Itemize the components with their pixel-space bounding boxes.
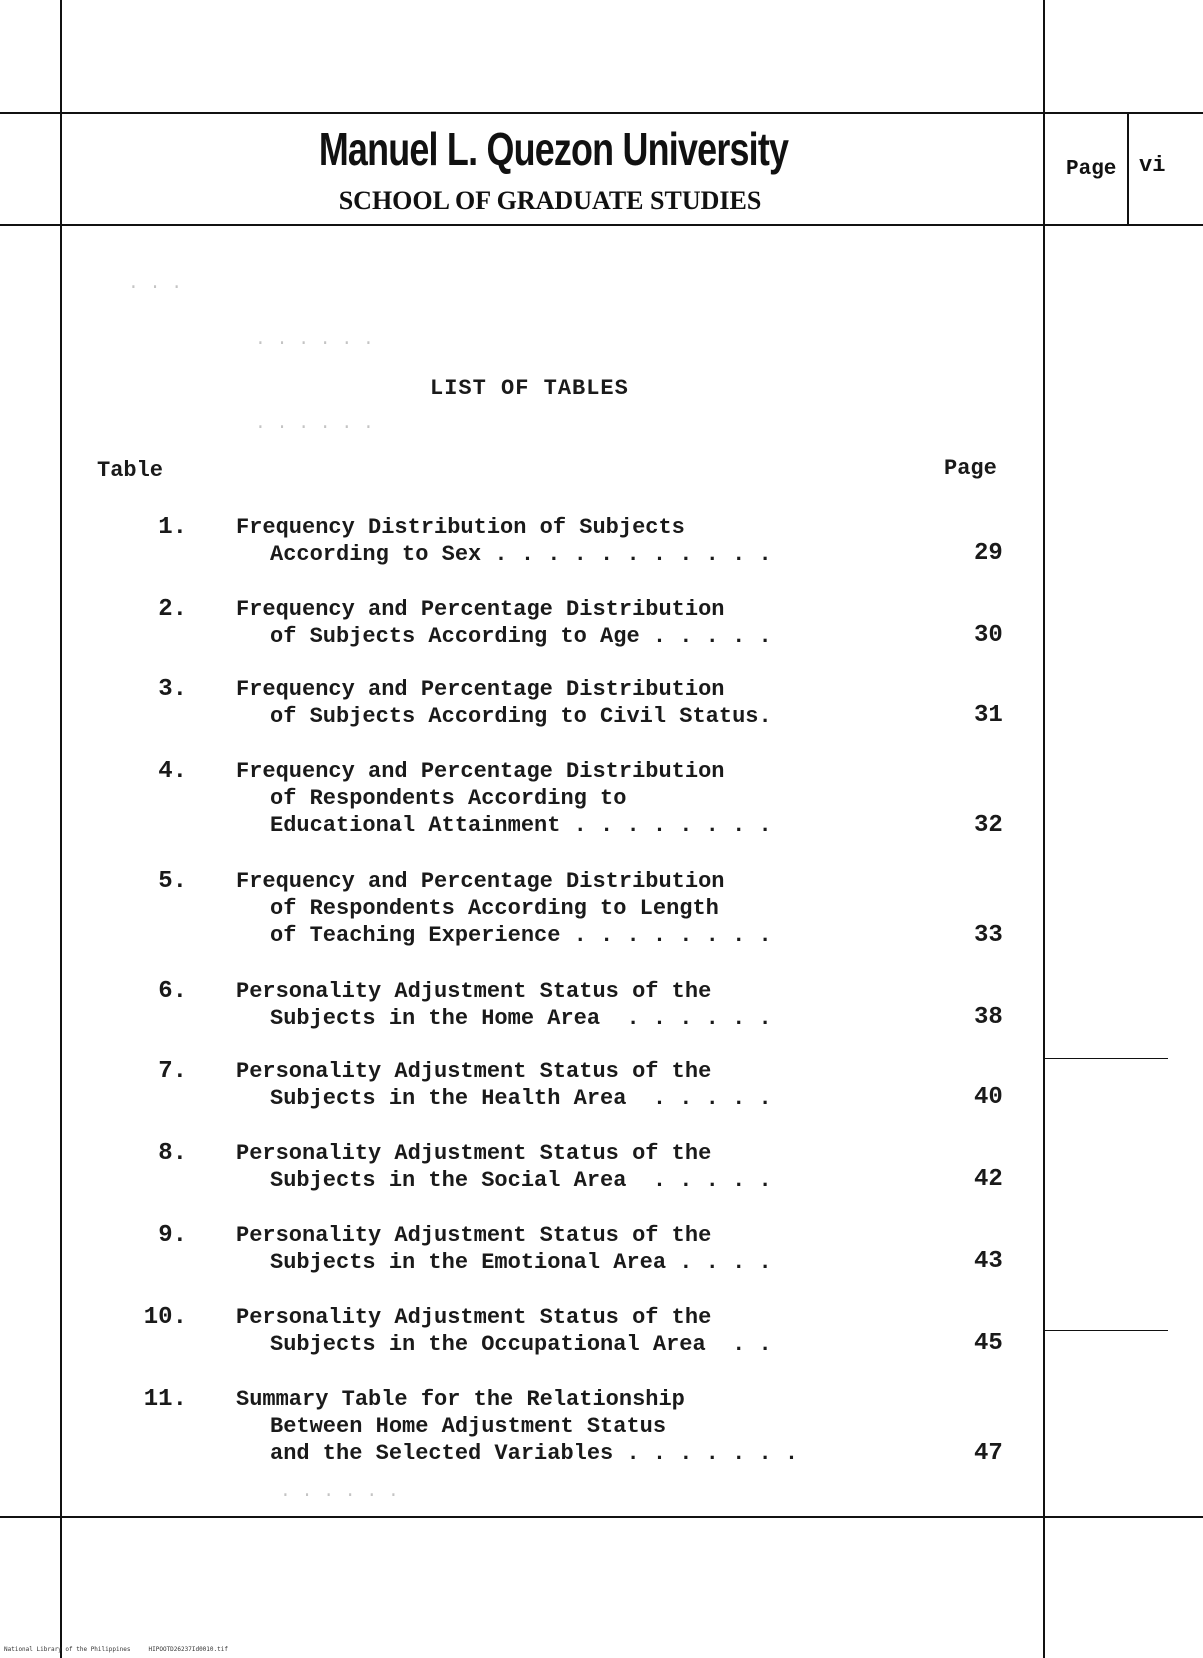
page-number: 33 [974, 922, 1003, 949]
column-header-table: Table [97, 458, 164, 483]
caption-line: Frequency and Percentage Distribution [236, 759, 725, 784]
caption-line: Personality Adjustment Status of the [236, 1059, 712, 1084]
table-number: 1. [158, 514, 187, 541]
caption-line: Summary Table for the Relationship [236, 1387, 685, 1412]
pagebox-number: vi [1139, 153, 1166, 178]
caption-line: Subjects in the Home Area . . . . . . [270, 1006, 772, 1031]
university-name: Manuel L. Quezon University [318, 123, 789, 175]
table-caption [236, 1222, 916, 1276]
caption-line: of Respondents According to Length [270, 896, 719, 921]
table-caption [236, 1058, 916, 1112]
page-number: 42 [974, 1166, 1003, 1193]
caption-line: and the Selected Variables . . . . . . . [270, 1441, 799, 1466]
page-number: 47 [974, 1440, 1003, 1467]
caption-line: According to Sex . . . . . . . . . . . [270, 542, 772, 567]
caption-line: Frequency and Percentage Distribution [236, 677, 725, 702]
bleed-through-mark: · · · · · · [255, 418, 374, 438]
page-number: 40 [974, 1084, 1003, 1111]
table-caption [236, 1140, 916, 1194]
page-number: 43 [974, 1248, 1003, 1275]
table-number: 4. [158, 758, 187, 785]
bleed-through-mark: · · · · · · [280, 1486, 399, 1506]
page-number: 30 [974, 622, 1003, 649]
table-number: 2. [158, 596, 187, 623]
caption-line: Personality Adjustment Status of the [236, 1305, 712, 1330]
column-header-page: Page [944, 456, 997, 481]
caption-line: Personality Adjustment Status of the [236, 1223, 712, 1248]
table-number: 7. [158, 1058, 187, 1085]
caption-line: Between Home Adjustment Status [270, 1414, 667, 1439]
caption-line: Subjects in the Health Area . . . . . [270, 1086, 772, 1111]
caption-line: of Respondents According to [270, 786, 627, 811]
page-number: 31 [974, 702, 1003, 729]
table-caption [236, 514, 916, 568]
caption-line: Frequency and Percentage Distribution [236, 597, 725, 622]
list-title: LIST OF TABLES [430, 376, 629, 401]
table-caption [236, 868, 916, 949]
table-caption [236, 1304, 916, 1358]
bleed-through-mark: · · · [128, 278, 183, 298]
table-number: 9. [158, 1222, 187, 1249]
caption-line: Frequency and Percentage Distribution [236, 869, 725, 894]
table-caption [236, 1386, 916, 1467]
bleed-through-mark: · · · · · · [255, 334, 374, 354]
table-number: 11. [143, 1386, 187, 1413]
caption-line: Personality Adjustment Status of the [236, 1141, 712, 1166]
page-number: 45 [974, 1330, 1003, 1357]
table-number: 8. [158, 1140, 187, 1167]
scan-footer: National Library of the Philippines HIPOOTD26237Id0010.tif [4, 1646, 228, 1653]
table-caption [236, 676, 916, 730]
table-caption [236, 596, 916, 650]
caption-line: Personality Adjustment Status of the [236, 979, 712, 1004]
caption-line: of Subjects According to Age . . . . . [270, 624, 772, 649]
table-number: 6. [158, 978, 187, 1005]
caption-line: Subjects in the Occupational Area . . [270, 1332, 772, 1357]
page-number: 29 [974, 540, 1003, 567]
table-number: 5. [158, 868, 187, 895]
school-name: SCHOOL OF GRADUATE STUDIES [338, 186, 762, 215]
page-number: 32 [974, 812, 1003, 839]
caption-line: Frequency Distribution of Subjects [236, 515, 685, 540]
caption-line: Subjects in the Emotional Area . . . . [270, 1250, 772, 1275]
table-caption [236, 978, 916, 1032]
caption-line: of Teaching Experience . . . . . . . . [270, 923, 772, 948]
table-caption [236, 758, 916, 839]
table-number: 10. [143, 1304, 187, 1331]
page-number: 38 [974, 1004, 1003, 1031]
pagebox-label: Page [1066, 158, 1117, 181]
caption-line: Educational Attainment . . . . . . . . [270, 813, 772, 838]
caption-line: of Subjects According to Civil Status. [270, 704, 772, 729]
table-number: 3. [158, 676, 187, 703]
caption-line: Subjects in the Social Area . . . . . [270, 1168, 772, 1193]
